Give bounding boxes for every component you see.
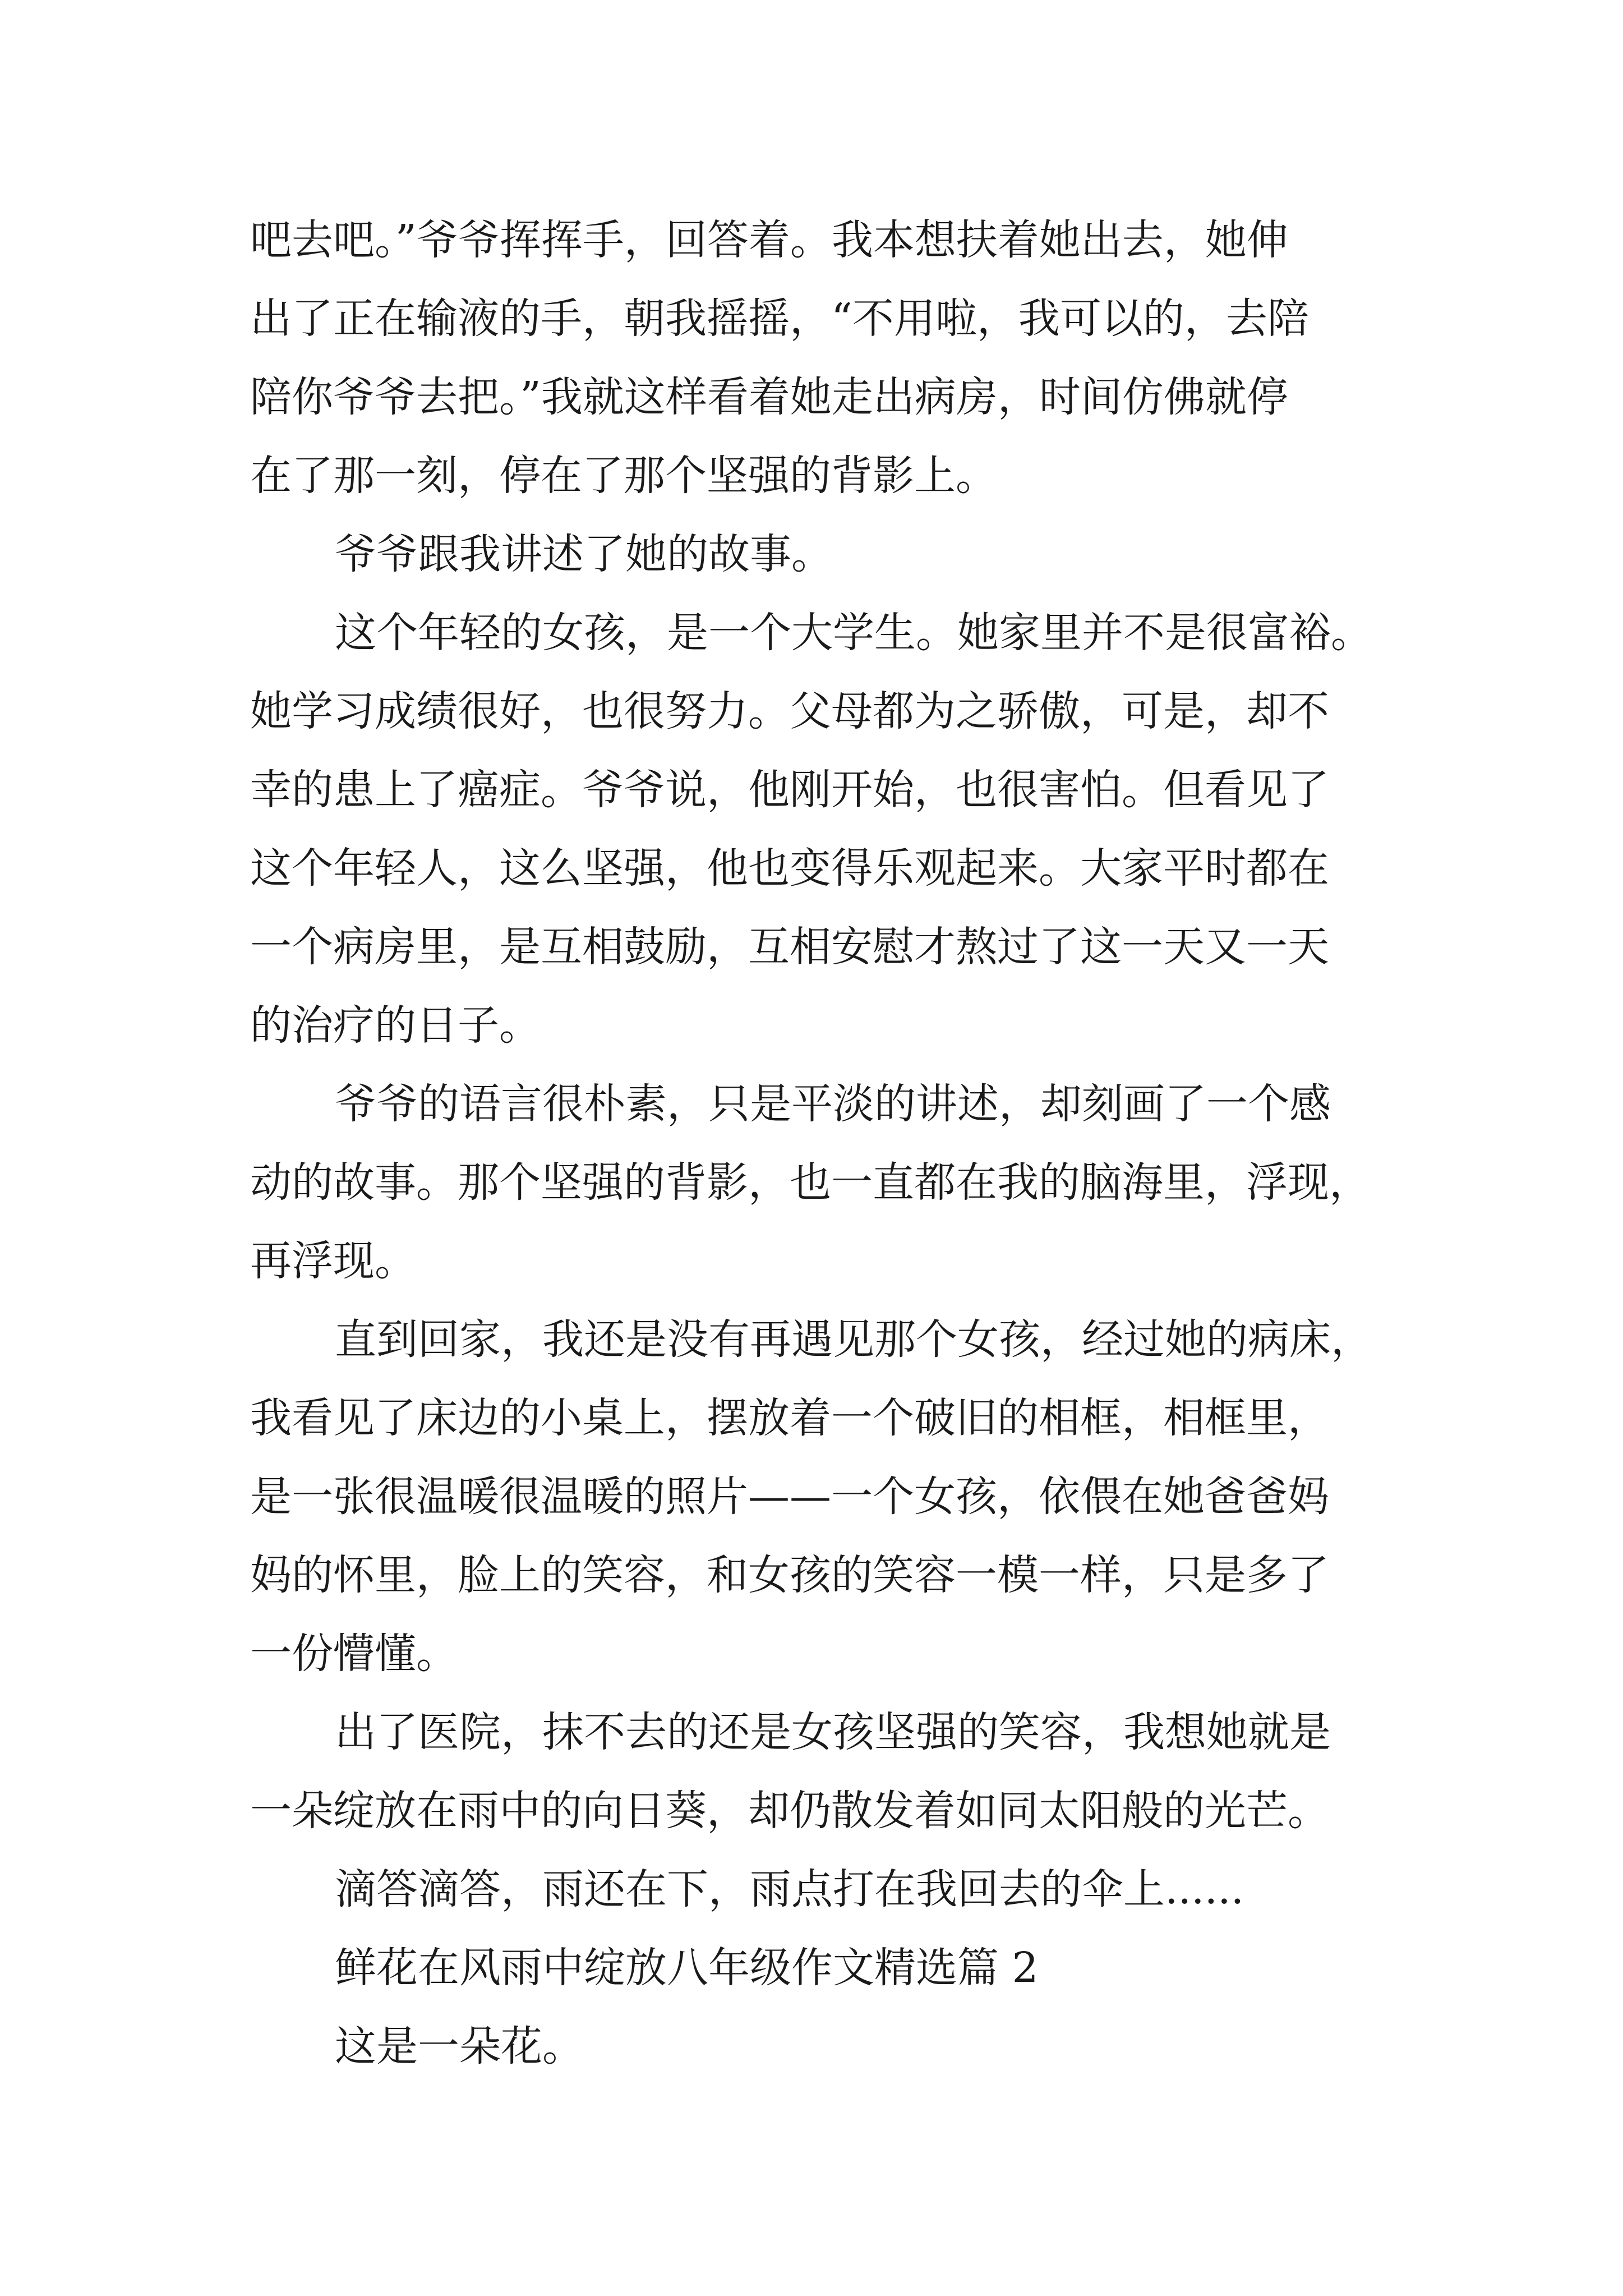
text-line: 这个年轻人，这么坚强，他也变得乐观起来。大家平时都在 (250, 844, 1329, 892)
paragraph-start-line: 这是一朵花。 (335, 2022, 584, 2070)
text-line: 她学习成绩很好，也很努力。父母都为之骄傲，可是，却不 (250, 687, 1329, 735)
text-line: 妈的怀里，脸上的笑容，和女孩的笑容一模一样，只是多了 (250, 1551, 1329, 1599)
text-line: 出了正在输液的手，朝我摇摇，“不用啦，我可以的，去陪 (250, 295, 1309, 343)
text-line: 再浮现。 (250, 1237, 416, 1285)
text-line: 动的故事。那个坚强的背影，也一直都在我的脑海里，浮现， (250, 1158, 1371, 1207)
text-line: 的治疗的日子。 (250, 1001, 541, 1050)
text-line: 吧去吧。”爷爷挥挥手，回答着。我本想扶着她出去，她伸 (250, 216, 1288, 264)
paragraph-start-line: 爷爷的语言很朴素，只是平淡的讲述，却刻画了一个感 (335, 1080, 1331, 1128)
paragraph-start-line: 爷爷跟我讲述了她的故事。 (335, 530, 833, 578)
paragraph-start-line: 出了医院，抹不去的还是女孩坚强的笑容，我想她就是 (335, 1708, 1331, 1756)
text-line: 一份懵懂。 (250, 1630, 458, 1678)
section-heading: 鲜花在风雨中绽放八年级作文精选篇 2 (335, 1944, 1039, 1992)
text-line: 我看见了床边的小桌上，摆放着一个破旧的相框，相框里， (250, 1394, 1329, 1442)
paragraph-start-line: 直到回家，我还是没有再遇见那个女孩，经过她的病床， (335, 1315, 1372, 1364)
text-line: 在了那一刻，停在了那个坚强的背影上。 (250, 452, 997, 500)
text-line: 是一张很温暖很温暖的照片——一个女孩，依偎在她爸爸妈 (250, 1473, 1329, 1521)
text-line: 幸的患上了癌症。爷爷说，他刚开始，也很害怕。但看见了 (250, 766, 1329, 814)
paragraph-start-line: 滴答滴答，雨还在下，雨点打在我回去的伞上...... (335, 1865, 1244, 1913)
text-line: 一朵绽放在雨中的向日葵，却仍散发着如同太阳般的光芒。 (250, 1787, 1329, 1835)
paragraph-start-line: 这个年轻的女孩，是一个大学生。她家里并不是很富裕。 (335, 609, 1372, 657)
text-line: 一个病房里，是互相鼓励，互相安慰才熬过了这一天又一天 (250, 923, 1329, 971)
text-line: 陪你爷爷去把。”我就这样看着她走出病房，时间仿佛就停 (250, 373, 1288, 421)
